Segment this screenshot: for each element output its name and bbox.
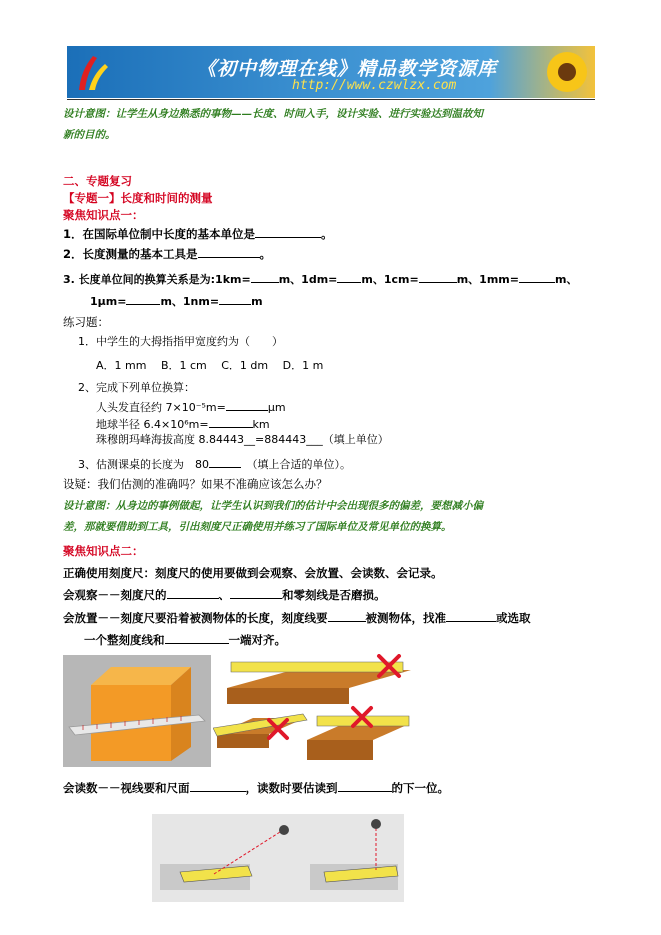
l3-blank-1[interactable]: [328, 609, 366, 622]
l4-blank[interactable]: [165, 631, 229, 644]
p3-end: （填上合适的单位）。: [241, 458, 351, 471]
l3-part-c: 或选取: [496, 611, 531, 625]
practice-2c: 珠穆朗玛峰海拔高度 8.84443__=884443___（填上单位）: [96, 433, 389, 446]
l5-part-b: ，读数时要估读到: [245, 781, 338, 795]
practice-heading: 练习题：: [63, 315, 109, 329]
question-3-cont: [90, 292, 263, 310]
practice-2b: [96, 415, 270, 433]
focus2-heading: 聚焦知识点二：: [63, 544, 144, 558]
q3-blank-4[interactable]: [519, 270, 555, 283]
q3-blank-6[interactable]: [219, 292, 251, 305]
practice-2a: [96, 398, 286, 416]
l3-part-b: 被测物体，找准: [365, 611, 446, 625]
block-ruler-figure: [63, 655, 211, 767]
practice-3: [78, 455, 351, 473]
p2a-blank[interactable]: [226, 398, 268, 411]
l2-blank-1[interactable]: [167, 586, 219, 599]
l5-part-c: 的下一位。: [391, 781, 449, 795]
q2-end: 。: [259, 247, 272, 261]
wrong-placement-figure: [213, 654, 413, 767]
l3-part-a: 会放置－－刻度尺要沿着被测物体的长度，刻度线要: [63, 611, 328, 625]
l5-blank-1[interactable]: [190, 779, 246, 792]
q1-end: 。: [321, 227, 333, 241]
q3-part-e: m、: [554, 273, 578, 286]
q3-blank-2[interactable]: [337, 270, 361, 283]
practice-1-options: A．1 mm B．1 cm C．1 dm D．1 m: [96, 359, 324, 372]
q3-part-f: 1μm=: [90, 295, 127, 308]
q2-blank[interactable]: [198, 245, 260, 258]
q3-blank-5[interactable]: [126, 292, 160, 305]
question-3: [63, 270, 577, 288]
p2a-unit: μm: [267, 401, 286, 414]
p2a-text: 人头发直径约 7×10⁻⁵m=: [96, 401, 226, 414]
focus2-line-1: 正确使用刻度尺：刻度尺的使用要做到会观察、会放置、会读数、会记录。: [63, 566, 443, 580]
q1-text: 1．在国际单位制中长度的基本单位是: [63, 227, 255, 241]
p3-blank[interactable]: [209, 455, 241, 468]
l2-part-a: 会观察－－刻度尺的: [63, 588, 167, 602]
focus2-line-2: [63, 586, 386, 603]
q3-part-d: m、1mm=: [456, 273, 519, 286]
l2-part-b: 、: [218, 588, 230, 602]
focus2-line-4: [84, 631, 286, 648]
intro-line-2: 新的目的。: [63, 129, 116, 141]
l5-blank-2[interactable]: [338, 779, 392, 792]
doubt-question: 设疑：我们估测的准确吗？如果不准确应该怎么办？: [63, 477, 328, 491]
sunflower-icon: [543, 48, 591, 96]
question-1: [63, 225, 333, 242]
q1-blank[interactable]: [255, 225, 321, 238]
p2b-text: 地球半径 6.4×10⁶m=: [96, 418, 209, 431]
l2-blank-2[interactable]: [230, 586, 282, 599]
focus2-line-5: [63, 779, 449, 796]
q3-part-h: m: [251, 295, 263, 308]
l5-part-a: 会读数－－视线要和尺面: [63, 781, 190, 795]
intro-line-1: 设计意图：让学生从身边熟悉的事物——长度、时间入手，设计实验、进行实验达到温故知: [63, 108, 483, 120]
p2b-blank[interactable]: [209, 415, 253, 428]
reading-figure: [152, 814, 404, 902]
q2-text: 2．长度测量的基本工具是: [63, 247, 198, 261]
q3-part-g: m、1nm=: [160, 295, 220, 308]
question-2: [63, 245, 271, 262]
section-heading: 二、专题复习: [63, 174, 132, 188]
p3-text: 3、估测课桌的长度为 80: [78, 458, 209, 471]
topic-heading: 【专题一】长度和时间的测量: [63, 191, 213, 205]
q3-part-b: m、1dm=: [278, 273, 338, 286]
q3-part-a: 3. 长度单位间的换算关系是为:1km=: [63, 273, 251, 286]
header-divider: [67, 99, 595, 100]
q3-blank-3[interactable]: [419, 270, 457, 283]
focus1-heading: 聚焦知识点一：: [63, 208, 144, 222]
p2b-unit: km: [252, 418, 270, 431]
practice-2: 2、完成下列单位换算：: [78, 381, 195, 394]
banner-title: 《初中物理在线》精品教学资源库: [197, 58, 498, 80]
l2-part-c: 和零刻线是否磨损。: [282, 588, 386, 602]
practice-1: 1．中学生的大拇指指甲宽度约为（ ）: [78, 335, 283, 348]
focus2-line-3: [63, 609, 531, 626]
intent2-line-2: 差，那就要借助到工具，引出刻度尺正确使用并练习了国际单位及常见单位的换算。: [63, 521, 452, 533]
banner-url[interactable]: http://www.czwlzx.com: [292, 78, 457, 93]
l4-part-b: 一端对齐。: [228, 633, 286, 647]
header-banner: [67, 46, 595, 98]
l4-part-a: 一个整刻度线和: [84, 633, 165, 647]
l3-blank-2[interactable]: [446, 609, 496, 622]
logo-icon: [73, 50, 113, 94]
q3-blank-1[interactable]: [251, 270, 279, 283]
intent2-line-1: 设计意图：从身边的事例做起，让学生认识到我们的估计中会出现很多的偏差，要想减小偏: [63, 500, 483, 512]
q3-part-c: m、1cm=: [361, 273, 419, 286]
